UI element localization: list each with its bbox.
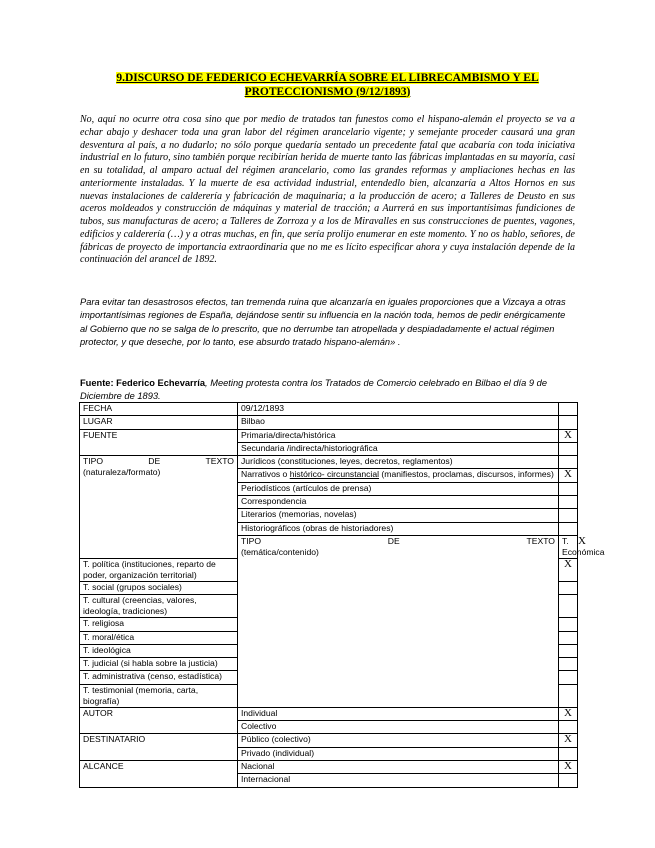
mark-cell: X [559, 429, 578, 442]
mark-cell [559, 671, 578, 684]
table-row [80, 403, 578, 416]
mark-cell [559, 618, 578, 631]
fuente-option: Secundaria /indirecta/historiográfica [238, 442, 559, 455]
tematica-option: T. social (grupos sociales) [80, 581, 238, 594]
tematica-option: T. administrativa (censo, estadística) [80, 671, 238, 684]
table-row: TIPO DE TEXTO (temática/contenido) T. Económica X [80, 535, 578, 558]
tematica-option: T. testimonial (memoria, carta, biografía) [80, 684, 238, 707]
autor-option: Colectivo [238, 721, 559, 734]
mark-cell: X [559, 734, 578, 747]
mark-cell [559, 721, 578, 734]
narrativos-text: Narrativos o [241, 469, 290, 480]
mark-cell [559, 442, 578, 455]
tipo-naturaleza-label [80, 456, 238, 559]
mark-cell [559, 631, 578, 644]
tipo-tematica-label [238, 535, 559, 707]
label-part: TEXTO [526, 535, 555, 546]
tematica-option: T. judicial (si habla sobre la justicia) [80, 658, 238, 671]
mark-cell [559, 595, 578, 618]
table-row [80, 416, 578, 429]
mark-cell [559, 482, 578, 495]
mark-cell: X [559, 469, 578, 482]
tipo-option: Literarios (memorias, novelas) [238, 509, 559, 522]
mark-cell: X [559, 558, 578, 581]
mark-cell [559, 774, 578, 787]
mark-cell [559, 747, 578, 760]
mark-cell [559, 456, 578, 469]
mark-cell [559, 522, 578, 535]
mark-cell [559, 581, 578, 594]
classification-table [79, 402, 605, 788]
source-citation [80, 377, 575, 402]
mark-cell: X [559, 760, 578, 773]
fuente-label: FUENTE [80, 429, 238, 456]
mark-cell [559, 416, 578, 429]
label-part: DE [148, 456, 161, 467]
label-part: (temática/contenido) [241, 546, 319, 557]
tipo-option-narrativos [238, 469, 559, 482]
tematica-option: T. política (instituciones, reparto de poder, organización territorial) [80, 558, 238, 581]
mark-cell [559, 509, 578, 522]
mark-cell [559, 496, 578, 509]
lugar-label: LUGAR [80, 416, 238, 429]
tematica-option: T. ideológica [80, 644, 238, 657]
label-part: TIPO [241, 535, 262, 546]
mark-cell: X [559, 707, 578, 720]
source-label: Fuente [80, 378, 111, 388]
destinatario-option: Privado (individual) [238, 747, 559, 760]
alcance-option: Nacional [238, 760, 559, 773]
mark-cell [559, 684, 578, 707]
speech-quote: No, aquí no ocurre otra cosa sino que por medio de tratados tan funestos como el hispano-alemán el proyecto se va a echar abajo y deshacer toda una gran labor del régimen arancelario vigente; y semejante proceder causará una gran desventura al país, a no dudarlo; no sólo porque quedaría sentado un precedente fatal que acabaría con toda iniciativa industrial en lo futuro, sino también porque recibirían herida de muerte tanto las fábricas implantadas en su mayoría, casi en su totalidad, al amparo actual del régimen arancelario, como las grandes reformas y ampliaciones hechas en las anteriormente instaladas. Y la muerte de esa actividad industrial, entendedlo bien, alcanzaría a Altos Hornos en sus nuevas instalaciones de calderería y fabricación de maquinaria; a la producción de acero; a Talleres de Deusto en sus aceros moldeados y construcción de máquinas y material de tracción; a Aurrerá en sus importantísimas fundiciones de tubos, sus manufacturas de acero; a Talleres de Zorroza y a los de Miravalles en sus construcciones de puentes, vagones, edificios y calderería (…) y a otras muchas, en fin, que sería prolijo enumerar en este momento. Y no os hablo, señores, de fábricas de proyecto de importancia extraordinaria que no me es lícito especificar ahora y cuya instalación depende de la continuación del arancel de 1892. [80, 114, 575, 266]
table-row [80, 429, 578, 442]
autor-option: Individual [238, 707, 559, 720]
source-text: , Meeting protesta contra los Tratados de Comercio celebrado en Bilbao el día 9 de Diciembre de 1893. [80, 378, 547, 401]
tipo-option: Historiográficos (obras de historiadores) [238, 522, 559, 535]
fecha-label: FECHA [80, 403, 238, 416]
tipo-option: Jurídicos (constituciones, leyes, decretos, reglamentos) [238, 456, 559, 469]
mark-cell [559, 644, 578, 657]
label-part: TEXTO [205, 456, 234, 467]
title-text: 9.DISCURSO DE FEDERICO ECHEVARRÍA SOBRE EL LIBRECAMBISMO Y EL PROTECCIONISMO (9/12/1893) [116, 72, 539, 98]
fuente-option: Primaria/directa/histórica [238, 429, 559, 442]
label-part: (naturaleza/formato) [83, 467, 161, 478]
label-part: DE [387, 535, 400, 546]
narrativos-link-text: histórico- circunstancial [289, 469, 380, 480]
speech-conclusion: Para evitar tan desastrosos efectos, tan tremenda ruina que alcanzaría en iguales proporciones que a Vizcaya a otras importantísimas regiones de España, dejándose sentir su influencia en la nación toda, hemos de pedir enérgicamente al Gobierno que no se salga de lo prescrito, que no derrumbe tan atropellada y despiadadamente el actual régimen protector, y que deseche, por lo tanto, ese absurdo tratado hispano-alemán» . [80, 297, 566, 348]
tematica-option: T. cultural (creencias, valores, ideología, tradiciones) [80, 595, 238, 618]
table-row [80, 707, 578, 720]
lugar-value: Bilbao [238, 416, 559, 429]
tipo-option: Periodísticos (artículos de prensa) [238, 482, 559, 495]
destinatario-option: Público (colectivo) [238, 734, 559, 747]
tematica-option: T. moral/ética [80, 631, 238, 644]
tipo-option: Correspondencia [238, 496, 559, 509]
tematica-option: T. Económica [559, 535, 578, 558]
table-row [80, 734, 578, 747]
tematica-option: T. religiosa [80, 618, 238, 631]
source-author: : Federico Echevarría [110, 378, 206, 388]
alcance-option: Internacional [238, 774, 559, 787]
document-title [80, 72, 575, 99]
autor-label: AUTOR [80, 707, 238, 734]
narrativos-text: (manifiestos, proclamas, discursos, informes) [379, 469, 554, 480]
fecha-value: 09/12/1893 [238, 403, 559, 416]
table-row [80, 760, 578, 773]
label-part: TIPO [83, 456, 104, 467]
mark-cell [559, 658, 578, 671]
mark-cell [559, 403, 578, 416]
destinatario-label: DESTINATARIO [80, 734, 238, 761]
alcance-label: ALCANCE [80, 760, 238, 787]
table-row [80, 456, 578, 469]
